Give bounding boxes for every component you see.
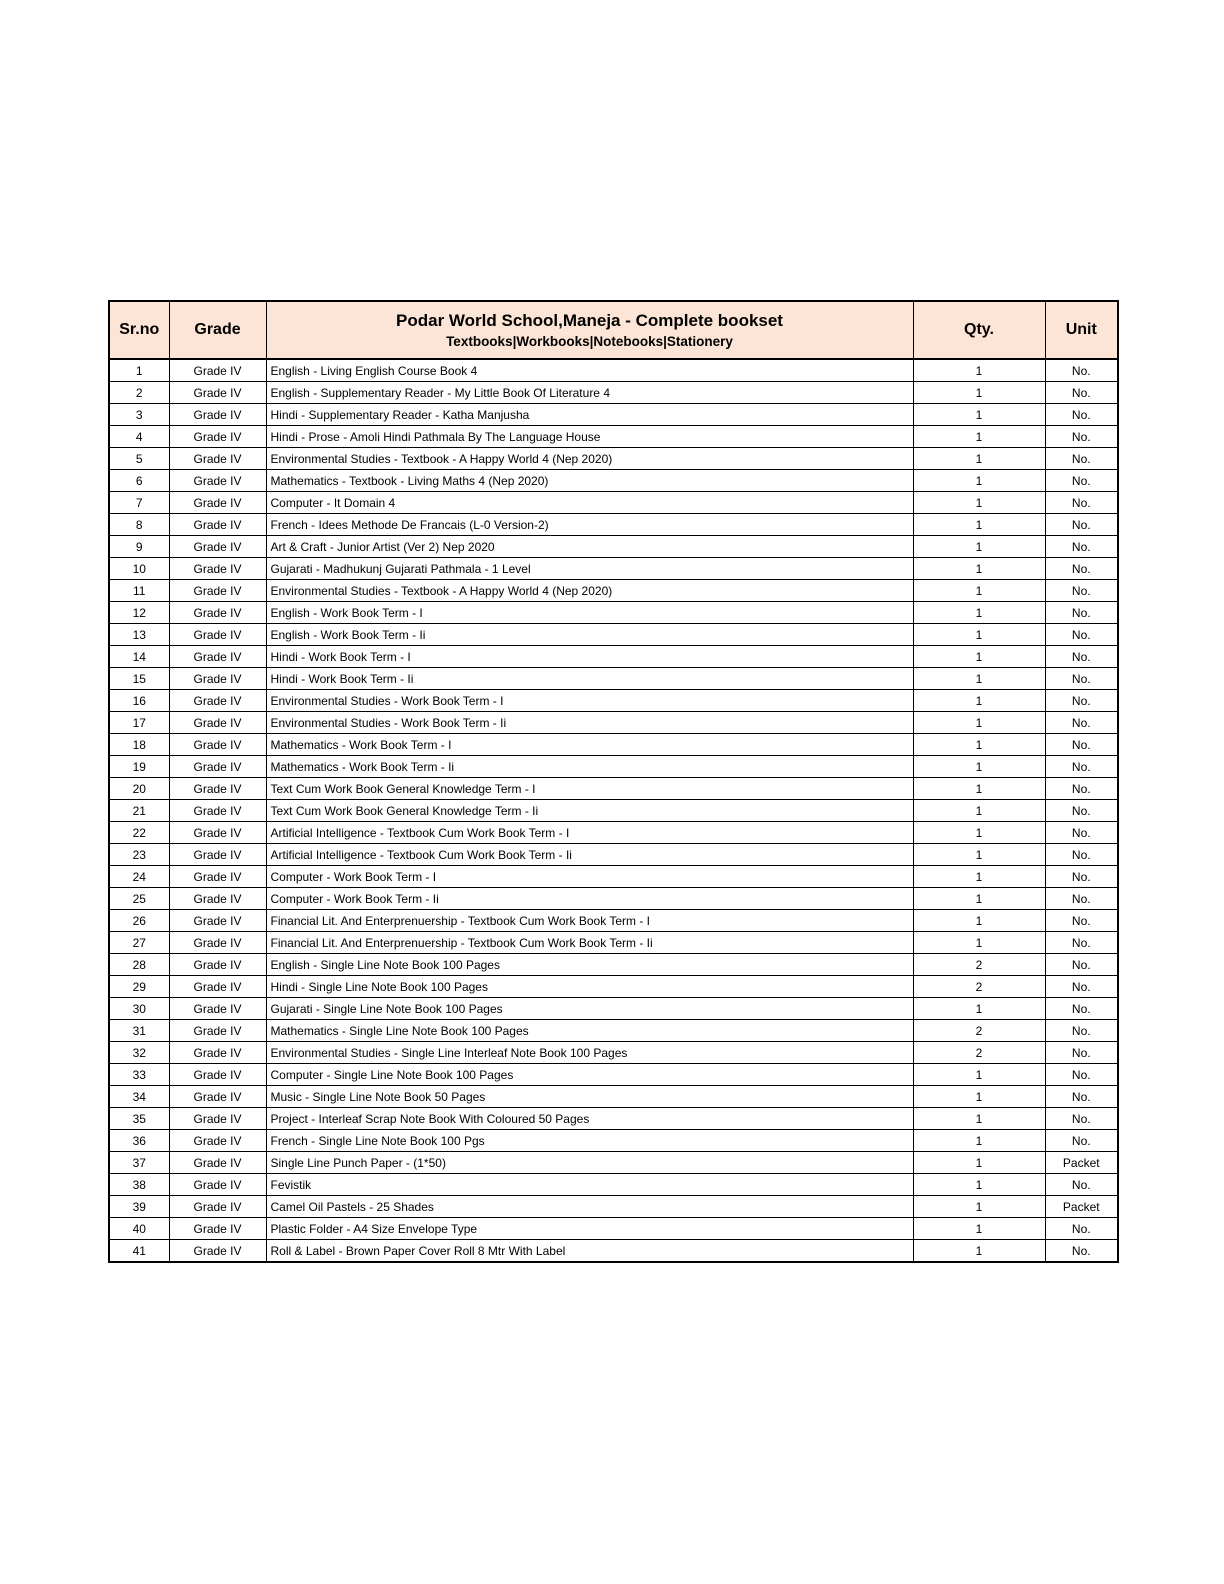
table-row [109,668,1118,690]
table-row [109,1196,1118,1218]
cell-grade: Grade IV [169,470,266,492]
cell-grade: Grade IV [169,536,266,558]
cell-description: French - Idees Methode De Francais (L-0 Version-2) [266,514,913,536]
cell-grade: Grade IV [169,1086,266,1108]
cell-grade: Grade IV [169,1020,266,1042]
cell-srno: 20 [109,778,169,800]
cell-srno: 37 [109,1152,169,1174]
cell-grade: Grade IV [169,712,266,734]
cell-unit: No. [1045,580,1118,602]
col-header-srno: Sr.no [109,301,169,359]
cell-grade: Grade IV [169,800,266,822]
cell-srno: 30 [109,998,169,1020]
cell-description: Environmental Studies - Single Line Interleaf Note Book 100 Pages [266,1042,913,1064]
cell-description: Computer - Single Line Note Book 100 Pages [266,1064,913,1086]
cell-description: Hindi - Single Line Note Book 100 Pages [266,976,913,998]
cell-unit: No. [1045,976,1118,998]
table-row [109,866,1118,888]
cell-srno: 29 [109,976,169,998]
cell-unit: No. [1045,1042,1118,1064]
cell-srno: 19 [109,756,169,778]
table-row [109,778,1118,800]
table-row [109,514,1118,536]
cell-srno: 1 [109,359,169,382]
cell-unit: No. [1045,668,1118,690]
cell-description: Artificial Intelligence - Textbook Cum Work Book Term - Ii [266,844,913,866]
cell-qty: 1 [913,1108,1045,1130]
table-row [109,1042,1118,1064]
bookset-table [108,300,1119,1263]
cell-qty: 1 [913,1174,1045,1196]
table-row [109,690,1118,712]
cell-qty: 1 [913,426,1045,448]
cell-description: Mathematics - Work Book Term - I [266,734,913,756]
cell-description: Mathematics - Work Book Term - Ii [266,756,913,778]
cell-description: Hindi - Work Book Term - Ii [266,668,913,690]
cell-qty: 1 [913,359,1045,382]
cell-description: Hindi - Supplementary Reader - Katha Manjusha [266,404,913,426]
cell-srno: 16 [109,690,169,712]
cell-unit: No. [1045,470,1118,492]
cell-grade: Grade IV [169,580,266,602]
cell-qty: 1 [913,404,1045,426]
cell-srno: 8 [109,514,169,536]
cell-qty: 2 [913,1042,1045,1064]
cell-grade: Grade IV [169,1042,266,1064]
cell-unit: No. [1045,448,1118,470]
cell-srno: 5 [109,448,169,470]
cell-qty: 1 [913,668,1045,690]
cell-grade: Grade IV [169,404,266,426]
cell-qty: 1 [913,888,1045,910]
cell-qty: 1 [913,492,1045,514]
cell-srno: 39 [109,1196,169,1218]
cell-qty: 1 [913,778,1045,800]
cell-description: Financial Lit. And Enterprenuership - Textbook Cum Work Book Term - Ii [266,932,913,954]
cell-srno: 41 [109,1240,169,1263]
cell-srno: 40 [109,1218,169,1240]
cell-grade: Grade IV [169,756,266,778]
cell-grade: Grade IV [169,1240,266,1263]
cell-unit: No. [1045,492,1118,514]
cell-description: Mathematics - Textbook - Living Maths 4 (Nep 2020) [266,470,913,492]
cell-description: Single Line Punch Paper - (1*50) [266,1152,913,1174]
cell-unit: No. [1045,910,1118,932]
cell-description: Financial Lit. And Enterprenuership - Textbook Cum Work Book Term - I [266,910,913,932]
cell-description: Hindi - Prose - Amoli Hindi Pathmala By The Language House [266,426,913,448]
cell-unit: No. [1045,1174,1118,1196]
cell-qty: 2 [913,954,1045,976]
cell-srno: 14 [109,646,169,668]
cell-unit: Packet [1045,1196,1118,1218]
cell-unit: No. [1045,1064,1118,1086]
table-subtitle: Textbooks|Workbooks|Notebooks|Stationery [446,333,733,349]
cell-unit: Packet [1045,1152,1118,1174]
cell-unit: No. [1045,558,1118,580]
cell-description: Gujarati - Madhukunj Gujarati Pathmala - 1 Level [266,558,913,580]
table-row [109,426,1118,448]
cell-srno: 13 [109,624,169,646]
cell-srno: 28 [109,954,169,976]
cell-grade: Grade IV [169,844,266,866]
cell-grade: Grade IV [169,492,266,514]
cell-grade: Grade IV [169,1108,266,1130]
table-row [109,492,1118,514]
cell-srno: 38 [109,1174,169,1196]
cell-grade: Grade IV [169,998,266,1020]
cell-srno: 15 [109,668,169,690]
cell-unit: No. [1045,954,1118,976]
cell-description: Fevistik [266,1174,913,1196]
cell-description: Computer - Work Book Term - I [266,866,913,888]
col-header-title [266,301,913,359]
cell-srno: 3 [109,404,169,426]
cell-grade: Grade IV [169,1196,266,1218]
cell-unit: No. [1045,602,1118,624]
cell-qty: 1 [913,1152,1045,1174]
cell-qty: 2 [913,976,1045,998]
table-row [109,624,1118,646]
cell-unit: No. [1045,712,1118,734]
table-row [109,1152,1118,1174]
table-row [109,359,1118,382]
cell-srno: 36 [109,1130,169,1152]
cell-grade: Grade IV [169,1174,266,1196]
cell-srno: 4 [109,426,169,448]
cell-qty: 2 [913,1020,1045,1042]
cell-srno: 34 [109,1086,169,1108]
table-row [109,976,1118,998]
cell-grade: Grade IV [169,954,266,976]
cell-grade: Grade IV [169,1130,266,1152]
table-row [109,910,1118,932]
header-row [109,301,1118,359]
cell-qty: 1 [913,932,1045,954]
table-body [109,359,1118,1262]
cell-description: Environmental Studies - Textbook - A Happy World 4 (Nep 2020) [266,580,913,602]
cell-srno: 18 [109,734,169,756]
table-row [109,712,1118,734]
cell-qty: 1 [913,470,1045,492]
cell-unit: No. [1045,514,1118,536]
table-row [109,558,1118,580]
cell-description: Music - Single Line Note Book 50 Pages [266,1086,913,1108]
cell-unit: No. [1045,646,1118,668]
cell-srno: 6 [109,470,169,492]
cell-grade: Grade IV [169,910,266,932]
cell-unit: No. [1045,1218,1118,1240]
table-row [109,448,1118,470]
cell-grade: Grade IV [169,976,266,998]
cell-unit: No. [1045,536,1118,558]
cell-srno: 27 [109,932,169,954]
cell-description: English - Work Book Term - Ii [266,624,913,646]
cell-description: English - Living English Course Book 4 [266,359,913,382]
table-row [109,470,1118,492]
cell-qty: 1 [913,1196,1045,1218]
cell-qty: 1 [913,712,1045,734]
cell-unit: No. [1045,1108,1118,1130]
cell-grade: Grade IV [169,1218,266,1240]
cell-grade: Grade IV [169,668,266,690]
cell-srno: 12 [109,602,169,624]
cell-srno: 11 [109,580,169,602]
cell-qty: 1 [913,1130,1045,1152]
table-row [109,1064,1118,1086]
cell-srno: 35 [109,1108,169,1130]
cell-unit: No. [1045,844,1118,866]
cell-description: Roll & Label - Brown Paper Cover Roll 8 Mtr With Label [266,1240,913,1263]
cell-srno: 17 [109,712,169,734]
cell-grade: Grade IV [169,778,266,800]
cell-unit: No. [1045,1130,1118,1152]
cell-srno: 2 [109,382,169,404]
cell-qty: 1 [913,1086,1045,1108]
col-header-qty: Qty. [913,301,1045,359]
cell-srno: 26 [109,910,169,932]
table-row [109,1020,1118,1042]
table-row [109,1174,1118,1196]
cell-srno: 32 [109,1042,169,1064]
cell-unit: No. [1045,1020,1118,1042]
cell-description: Environmental Studies - Work Book Term - I [266,690,913,712]
cell-grade: Grade IV [169,932,266,954]
table-row [109,602,1118,624]
cell-grade: Grade IV [169,426,266,448]
table-row [109,1130,1118,1152]
cell-srno: 9 [109,536,169,558]
cell-srno: 33 [109,1064,169,1086]
table-row [109,646,1118,668]
cell-srno: 7 [109,492,169,514]
cell-qty: 1 [913,998,1045,1020]
cell-description: English - Single Line Note Book 100 Pages [266,954,913,976]
table-row [109,1108,1118,1130]
cell-description: Hindi - Work Book Term - I [266,646,913,668]
cell-grade: Grade IV [169,624,266,646]
table-row [109,404,1118,426]
cell-grade: Grade IV [169,646,266,668]
table-row [109,998,1118,1020]
cell-qty: 1 [913,382,1045,404]
cell-qty: 1 [913,822,1045,844]
col-header-unit: Unit [1045,301,1118,359]
table-row [109,756,1118,778]
cell-qty: 1 [913,624,1045,646]
cell-grade: Grade IV [169,822,266,844]
table-row [109,822,1118,844]
cell-qty: 1 [913,734,1045,756]
cell-grade: Grade IV [169,382,266,404]
cell-description: French - Single Line Note Book 100 Pgs [266,1130,913,1152]
cell-grade: Grade IV [169,734,266,756]
cell-qty: 1 [913,866,1045,888]
cell-srno: 21 [109,800,169,822]
cell-grade: Grade IV [169,1152,266,1174]
cell-description: Art & Craft - Junior Artist (Ver 2) Nep 2020 [266,536,913,558]
cell-unit: No. [1045,756,1118,778]
cell-qty: 1 [913,910,1045,932]
cell-srno: 24 [109,866,169,888]
cell-qty: 1 [913,1240,1045,1263]
table-row [109,734,1118,756]
cell-unit: No. [1045,404,1118,426]
cell-description: Mathematics - Single Line Note Book 100 Pages [266,1020,913,1042]
table-row [109,536,1118,558]
cell-grade: Grade IV [169,1064,266,1086]
cell-description: English - Supplementary Reader - My Little Book Of Literature 4 [266,382,913,404]
cell-description: Project - Interleaf Scrap Note Book With Coloured 50 Pages [266,1108,913,1130]
cell-qty: 1 [913,536,1045,558]
cell-unit: No. [1045,1086,1118,1108]
cell-grade: Grade IV [169,888,266,910]
cell-srno: 31 [109,1020,169,1042]
cell-unit: No. [1045,382,1118,404]
cell-unit: No. [1045,822,1118,844]
table-row [109,844,1118,866]
cell-unit: No. [1045,998,1118,1020]
cell-grade: Grade IV [169,866,266,888]
cell-unit: No. [1045,359,1118,382]
cell-srno: 22 [109,822,169,844]
table-row [109,954,1118,976]
table-row [109,932,1118,954]
cell-unit: No. [1045,932,1118,954]
cell-qty: 1 [913,1218,1045,1240]
cell-srno: 25 [109,888,169,910]
table-row [109,580,1118,602]
cell-description: Environmental Studies - Work Book Term - Ii [266,712,913,734]
cell-qty: 1 [913,602,1045,624]
cell-unit: No. [1045,734,1118,756]
table-row [109,800,1118,822]
table-header [109,301,1118,359]
cell-description: Text Cum Work Book General Knowledge Term - Ii [266,800,913,822]
cell-qty: 1 [913,448,1045,470]
cell-grade: Grade IV [169,690,266,712]
cell-unit: No. [1045,800,1118,822]
cell-grade: Grade IV [169,514,266,536]
cell-unit: No. [1045,888,1118,910]
cell-description: Environmental Studies - Textbook - A Happy World 4 (Nep 2020) [266,448,913,470]
cell-qty: 1 [913,580,1045,602]
table-row [109,1086,1118,1108]
cell-grade: Grade IV [169,448,266,470]
table-row [109,888,1118,910]
cell-grade: Grade IV [169,602,266,624]
cell-qty: 1 [913,756,1045,778]
table-title: Podar World School,Maneja - Complete bookset [396,310,783,330]
cell-grade: Grade IV [169,359,266,382]
cell-qty: 1 [913,558,1045,580]
cell-srno: 10 [109,558,169,580]
table-row [109,382,1118,404]
cell-description: Plastic Folder - A4 Size Envelope Type [266,1218,913,1240]
cell-unit: No. [1045,1240,1118,1263]
cell-qty: 1 [913,646,1045,668]
cell-unit: No. [1045,690,1118,712]
cell-qty: 1 [913,800,1045,822]
cell-description: Gujarati - Single Line Note Book 100 Pages [266,998,913,1020]
cell-unit: No. [1045,866,1118,888]
cell-unit: No. [1045,624,1118,646]
cell-qty: 1 [913,690,1045,712]
cell-unit: No. [1045,426,1118,448]
cell-description: Artificial Intelligence - Textbook Cum Work Book Term - I [266,822,913,844]
table-row [109,1218,1118,1240]
cell-description: Computer - It Domain 4 [266,492,913,514]
cell-grade: Grade IV [169,558,266,580]
cell-unit: No. [1045,778,1118,800]
cell-description: Text Cum Work Book General Knowledge Term - I [266,778,913,800]
col-header-grade: Grade [169,301,266,359]
cell-description: Computer - Work Book Term - Ii [266,888,913,910]
cell-description: English - Work Book Term - I [266,602,913,624]
cell-srno: 23 [109,844,169,866]
cell-qty: 1 [913,844,1045,866]
cell-description: Camel Oil Pastels - 25 Shades [266,1196,913,1218]
cell-qty: 1 [913,514,1045,536]
table-row [109,1240,1118,1263]
cell-qty: 1 [913,1064,1045,1086]
